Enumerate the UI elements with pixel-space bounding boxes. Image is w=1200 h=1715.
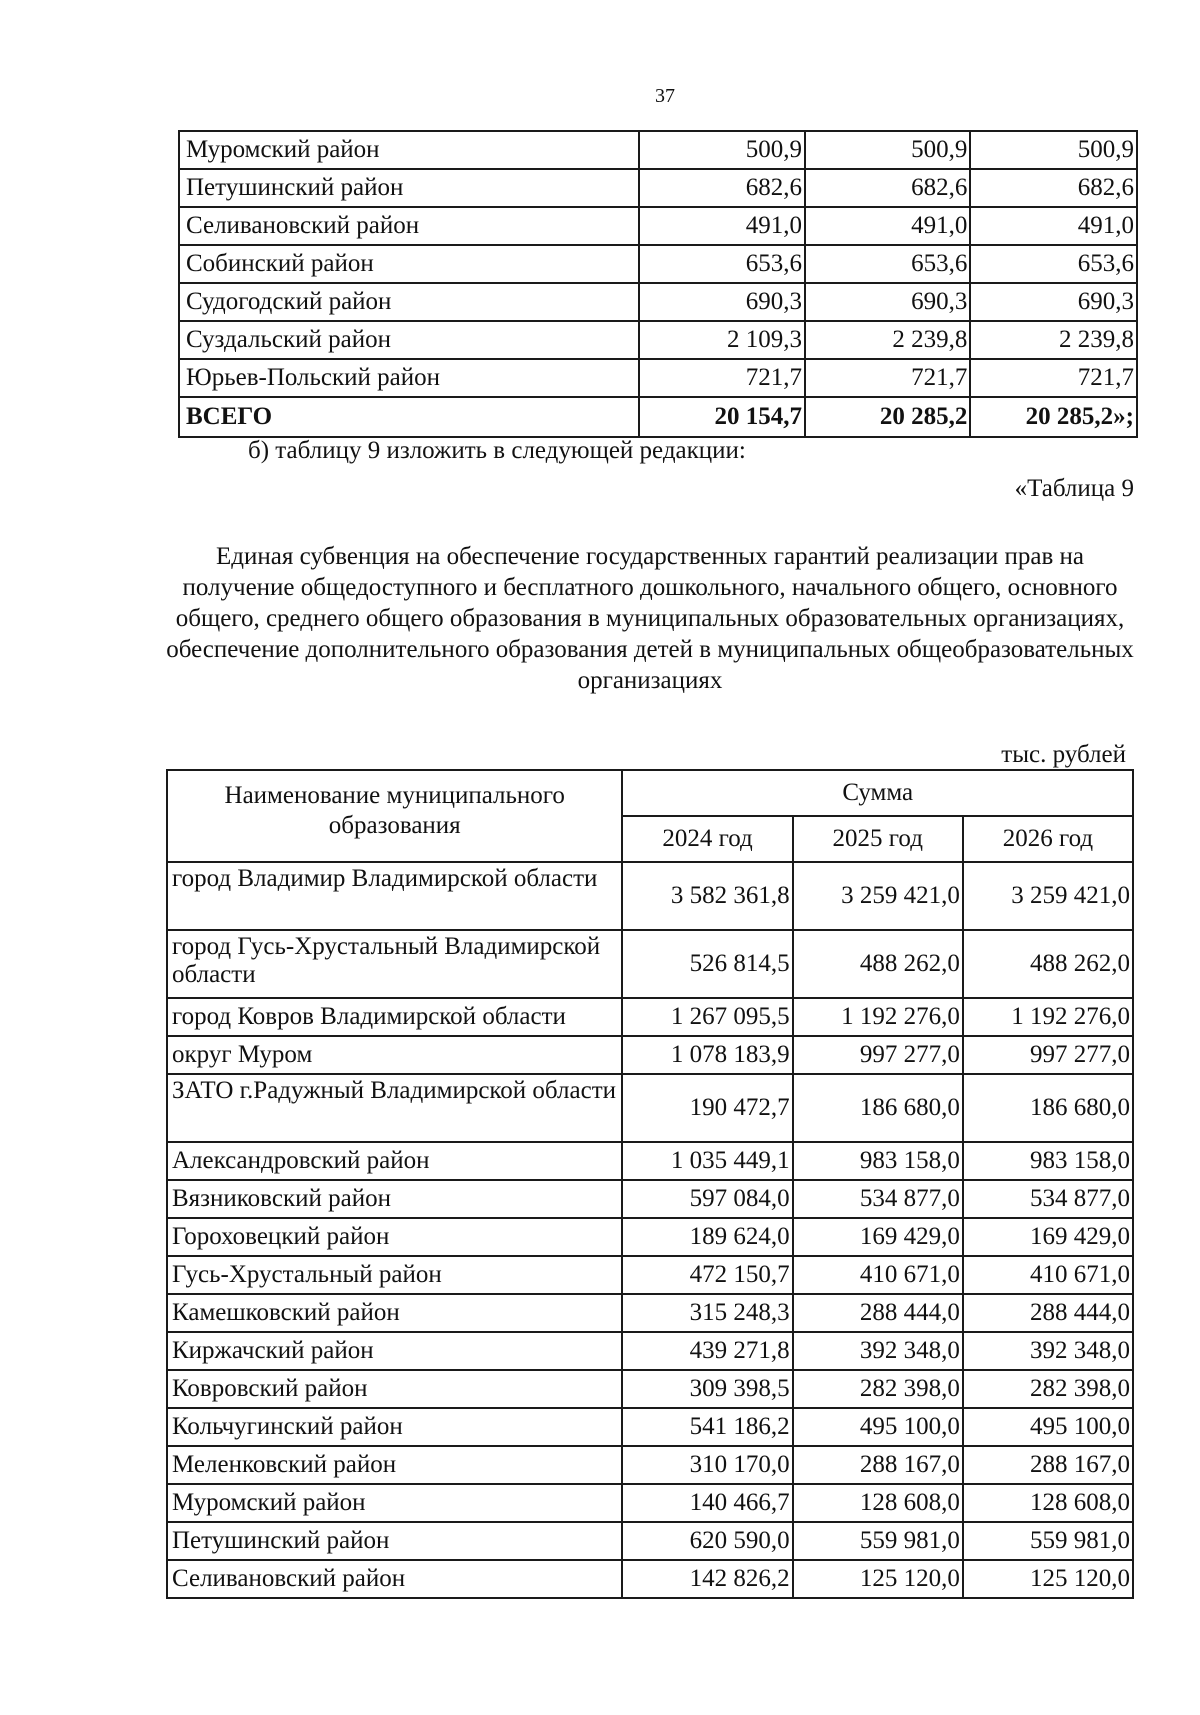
row-name: Судогодский район xyxy=(179,283,639,321)
row-name: Муромский район xyxy=(167,1484,622,1522)
value-2024: 189 624,0 xyxy=(622,1218,792,1256)
row-name: Селивановский район xyxy=(179,207,639,245)
value-2026: 500,9 xyxy=(970,131,1137,169)
row-name: Вязниковский район xyxy=(167,1180,622,1218)
table-row xyxy=(167,1180,1133,1218)
row-name: Кольчугинский район xyxy=(167,1408,622,1446)
row-name: Гороховецкий район xyxy=(167,1218,622,1256)
row-name: округ Муром xyxy=(167,1036,622,1074)
value-2024: 526 814,5 xyxy=(622,930,792,998)
table-row xyxy=(179,245,1137,283)
value-2025: 186 680,0 xyxy=(793,1074,963,1142)
table-row xyxy=(167,1370,1133,1408)
value-2024: 190 472,7 xyxy=(622,1074,792,1142)
value-2024: 315 248,3 xyxy=(622,1294,792,1332)
value-2026: 653,6 xyxy=(970,245,1137,283)
value-2026: 288 444,0 xyxy=(963,1294,1133,1332)
table-row xyxy=(179,169,1137,207)
value-2026: 125 120,0 xyxy=(963,1560,1133,1598)
value-2024: 309 398,5 xyxy=(622,1370,792,1408)
row-name: Меленковский район xyxy=(167,1446,622,1484)
continuation-table-body xyxy=(179,131,1137,437)
value-2025: 534 877,0 xyxy=(793,1180,963,1218)
value-2025: 983 158,0 xyxy=(793,1142,963,1180)
value-2024: 500,9 xyxy=(639,131,804,169)
value-2025: 128 608,0 xyxy=(793,1484,963,1522)
total-2026: 20 285,2»; xyxy=(970,397,1137,437)
table-title: Единая субвенция на обеспечение государственных гарантий реализации прав на получение общедоступного и бесплатного дошкольного, начального общего, основного общего, среднего общего образования в муниципальных образовательных организациях, обеспечение дополнительного образования детей в муниципальных общеобразовательных организациях xyxy=(166,543,1134,694)
total-row xyxy=(179,397,1137,437)
value-2026: 392 348,0 xyxy=(963,1332,1133,1370)
value-2024: 1 078 183,9 xyxy=(622,1036,792,1074)
table-row xyxy=(167,998,1133,1036)
table-row xyxy=(167,1256,1133,1294)
table-row xyxy=(167,1142,1133,1180)
table-label: «Таблица 9 xyxy=(1014,475,1134,502)
value-2024: 682,6 xyxy=(639,169,804,207)
row-name: Петушинский район xyxy=(167,1522,622,1560)
value-2026: 1 192 276,0 xyxy=(963,998,1133,1036)
table-row xyxy=(167,862,1133,930)
row-name: Ковровский район xyxy=(167,1370,622,1408)
table-row xyxy=(167,1074,1133,1142)
header-sum: Сумма xyxy=(622,770,1133,816)
value-2026: 2 239,8 xyxy=(970,321,1137,359)
total-2025: 20 285,2 xyxy=(805,397,970,437)
table-row xyxy=(179,359,1137,397)
value-2026: 983 158,0 xyxy=(963,1142,1133,1180)
total-label: ВСЕГО xyxy=(179,397,639,437)
value-2025: 288 444,0 xyxy=(793,1294,963,1332)
value-2026: 488 262,0 xyxy=(963,930,1133,998)
value-2026: 534 877,0 xyxy=(963,1180,1133,1218)
row-name: Гусь-Хрустальный район xyxy=(167,1256,622,1294)
value-2026: 186 680,0 xyxy=(963,1074,1133,1142)
value-2025: 682,6 xyxy=(805,169,970,207)
value-2025: 653,6 xyxy=(805,245,970,283)
table-row xyxy=(167,1408,1133,1446)
continuation-table xyxy=(178,130,1138,438)
value-2026: 559 981,0 xyxy=(963,1522,1133,1560)
total-2024: 20 154,7 xyxy=(639,397,804,437)
value-2024: 620 590,0 xyxy=(622,1522,792,1560)
value-2026: 690,3 xyxy=(970,283,1137,321)
units-label: тыс. рублей xyxy=(1001,741,1126,768)
value-2024: 1 267 095,5 xyxy=(622,998,792,1036)
value-2025: 3 259 421,0 xyxy=(793,862,963,930)
table-row xyxy=(179,131,1137,169)
value-2024: 2 109,3 xyxy=(639,321,804,359)
table-row xyxy=(179,321,1137,359)
row-name: Суздальский район xyxy=(179,321,639,359)
table-row xyxy=(167,1294,1133,1332)
value-2024: 140 466,7 xyxy=(622,1484,792,1522)
value-2025: 690,3 xyxy=(805,283,970,321)
value-2026: 410 671,0 xyxy=(963,1256,1133,1294)
value-2026: 491,0 xyxy=(970,207,1137,245)
table-row xyxy=(167,1036,1133,1074)
value-2024: 142 826,2 xyxy=(622,1560,792,1598)
table-row xyxy=(167,1332,1133,1370)
header-year-2024: 2024 год xyxy=(622,816,792,862)
value-2025: 282 398,0 xyxy=(793,1370,963,1408)
table-row xyxy=(179,207,1137,245)
row-name: Муромский район xyxy=(179,131,639,169)
value-2026: 288 167,0 xyxy=(963,1446,1133,1484)
value-2024: 653,6 xyxy=(639,245,804,283)
value-2025: 410 671,0 xyxy=(793,1256,963,1294)
value-2025: 169 429,0 xyxy=(793,1218,963,1256)
row-name: ЗАТО г.Радужный Владимирской области xyxy=(167,1074,622,1142)
value-2024: 310 170,0 xyxy=(622,1446,792,1484)
page-number: 37 xyxy=(655,85,675,107)
value-2026: 282 398,0 xyxy=(963,1370,1133,1408)
table-row xyxy=(167,930,1133,998)
row-name: город Гусь-Хрустальный Владимирской области xyxy=(167,930,622,998)
header-year-2025: 2025 год xyxy=(793,816,963,862)
value-2025: 491,0 xyxy=(805,207,970,245)
table-row xyxy=(179,283,1137,321)
table-row xyxy=(167,1484,1133,1522)
value-2025: 495 100,0 xyxy=(793,1408,963,1446)
value-2024: 439 271,8 xyxy=(622,1332,792,1370)
row-name: Камешковский район xyxy=(167,1294,622,1332)
subvention-table-body xyxy=(167,862,1133,1598)
value-2025: 288 167,0 xyxy=(793,1446,963,1484)
table-row xyxy=(167,1218,1133,1256)
value-2026: 169 429,0 xyxy=(963,1218,1133,1256)
row-name: Собинский район xyxy=(179,245,639,283)
row-name: Киржачский район xyxy=(167,1332,622,1370)
value-2024: 472 150,7 xyxy=(622,1256,792,1294)
value-2024: 690,3 xyxy=(639,283,804,321)
value-2025: 559 981,0 xyxy=(793,1522,963,1560)
value-2025: 721,7 xyxy=(805,359,970,397)
subvention-table xyxy=(166,769,1134,1599)
value-2024: 597 084,0 xyxy=(622,1180,792,1218)
value-2024: 1 035 449,1 xyxy=(622,1142,792,1180)
value-2026: 3 259 421,0 xyxy=(963,862,1133,930)
value-2025: 392 348,0 xyxy=(793,1332,963,1370)
row-name: Юрьев-Польский район xyxy=(179,359,639,397)
header-year-2026: 2026 год xyxy=(963,816,1133,862)
row-name: город Владимир Владимирской области xyxy=(167,862,622,930)
row-name: Петушинский район xyxy=(179,169,639,207)
value-2024: 721,7 xyxy=(639,359,804,397)
value-2025: 500,9 xyxy=(805,131,970,169)
value-2025: 1 192 276,0 xyxy=(793,998,963,1036)
row-name: город Ковров Владимирской области xyxy=(167,998,622,1036)
table-row xyxy=(167,1560,1133,1598)
subvention-table-header xyxy=(167,770,1133,862)
value-2026: 682,6 xyxy=(970,169,1137,207)
value-2026: 128 608,0 xyxy=(963,1484,1133,1522)
table-row xyxy=(167,1522,1133,1560)
value-2025: 997 277,0 xyxy=(793,1036,963,1074)
value-2025: 125 120,0 xyxy=(793,1560,963,1598)
header-name: Наименование муниципального образования xyxy=(167,770,622,862)
row-name: Александровский район xyxy=(167,1142,622,1180)
value-2026: 721,7 xyxy=(970,359,1137,397)
value-2025: 488 262,0 xyxy=(793,930,963,998)
value-2026: 495 100,0 xyxy=(963,1408,1133,1446)
value-2024: 3 582 361,8 xyxy=(622,862,792,930)
row-name: Селивановский район xyxy=(167,1560,622,1598)
value-2024: 491,0 xyxy=(639,207,804,245)
intro-text: б) таблицу 9 изложить в следующей редакции: xyxy=(248,437,746,464)
value-2024: 541 186,2 xyxy=(622,1408,792,1446)
value-2025: 2 239,8 xyxy=(805,321,970,359)
table-row xyxy=(167,1446,1133,1484)
value-2026: 997 277,0 xyxy=(963,1036,1133,1074)
